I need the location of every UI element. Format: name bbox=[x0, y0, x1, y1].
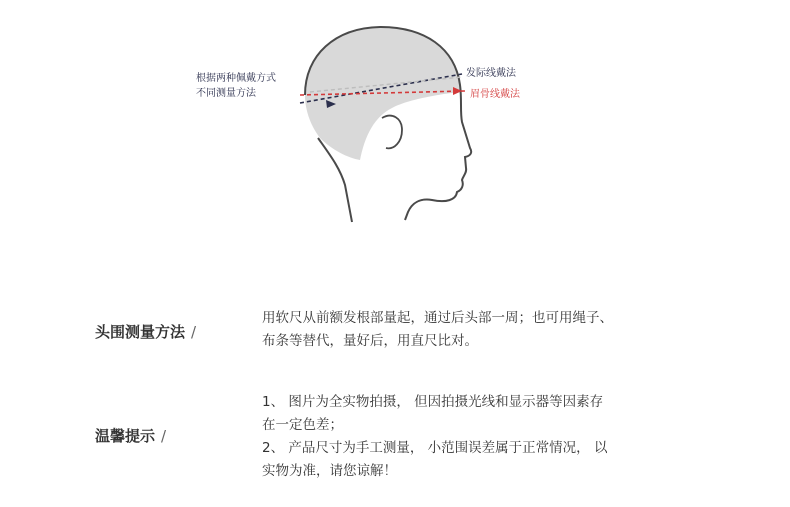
tips-title bbox=[95, 425, 166, 446]
tips-body bbox=[262, 391, 682, 483]
head-diagram bbox=[0, 0, 790, 230]
measure-line-2: 布条等替代，量好后，用直尺比对。 bbox=[262, 333, 478, 349]
tips-line-4: 实物为准，请您谅解！ bbox=[262, 463, 397, 479]
diagram-note bbox=[196, 71, 276, 101]
measure-line-1: 用软尺从前额发根部量起，通过后头部一周；也可用绳子、 bbox=[262, 310, 613, 326]
tips-line-1: 1、 图片为全实物拍摄， 但因拍摄光线和显示器等因素存 bbox=[262, 394, 604, 410]
head-illustration bbox=[0, 0, 790, 230]
hairline-label: 发际线戴法 bbox=[466, 68, 516, 79]
tips-line-3: 2、 产品尺寸为手工测量， 小范围误差属于正常情况， 以 bbox=[262, 440, 608, 456]
measure-title bbox=[95, 321, 196, 342]
tips-title-text: 温馨提示 bbox=[95, 427, 156, 445]
tips-line-2: 在一定色差； bbox=[262, 417, 343, 433]
diagram-note-line-2: 不同测量方法 bbox=[196, 88, 256, 99]
tips-title-slash: / bbox=[161, 427, 167, 445]
diagram-note-line-1: 根据两种佩戴方式 bbox=[196, 73, 276, 84]
measure-title-slash: / bbox=[191, 323, 197, 341]
brow-label: 眉骨线戴法 bbox=[470, 89, 520, 100]
ear-outline bbox=[382, 116, 402, 149]
measure-title-text: 头围测量方法 bbox=[95, 323, 186, 341]
measure-body bbox=[262, 307, 682, 353]
